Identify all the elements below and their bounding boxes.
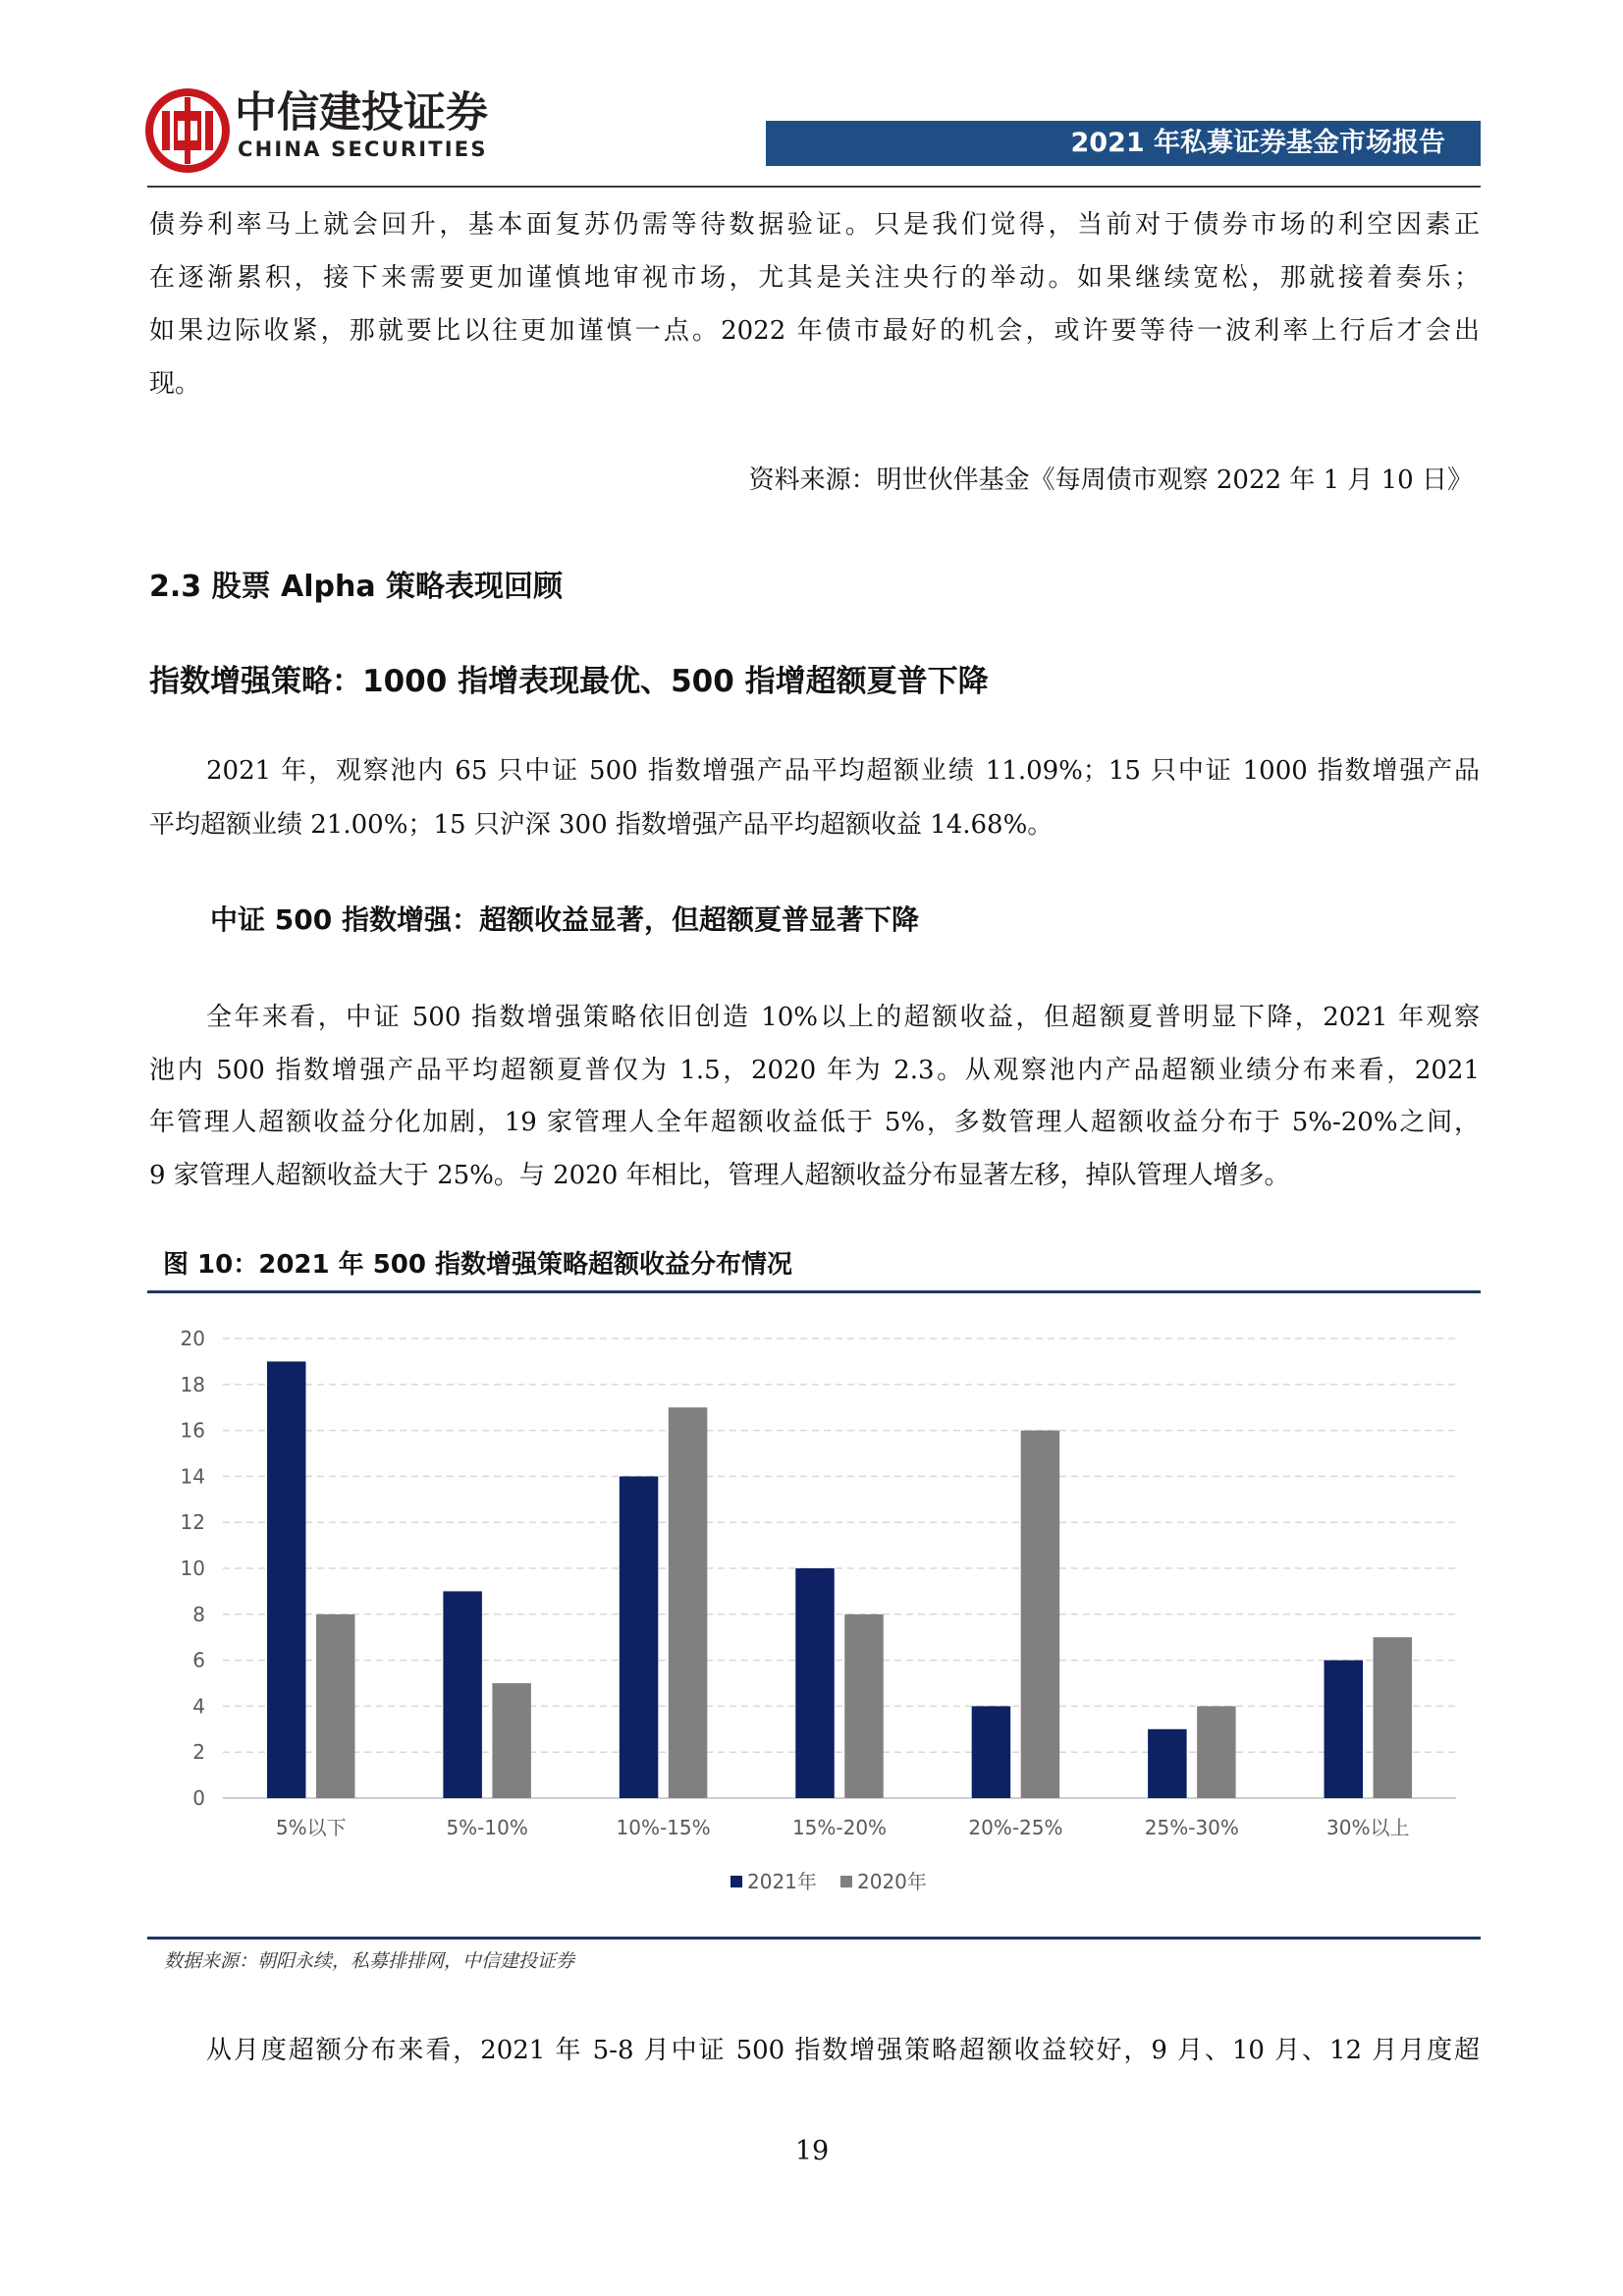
y-tick-label: 18 <box>180 1372 205 1396</box>
bar-2020年-20%-25% <box>1021 1431 1060 1798</box>
y-tick-label: 6 <box>192 1648 205 1672</box>
bar-2021年-20%-25% <box>972 1706 1011 1798</box>
bar-2021年-15%-20% <box>795 1568 835 1798</box>
paragraph-line: 平均超额业绩 21.00%；15 只沪深 300 指数增强产品平均超额收益 14.68%。 <box>149 810 1054 840</box>
bar-2020年-15%-20% <box>844 1614 884 1798</box>
paragraph-line: 如果边际收紧，那就要比以往更加谨慎一点。2022 年债市最好的机会，或许要等待一波利率上行后才会出 <box>149 316 1480 346</box>
x-tick-label: 10%-15% <box>616 1816 711 1839</box>
bar-2021年-5%-10% <box>443 1591 482 1798</box>
y-tick-label: 20 <box>180 1327 205 1350</box>
x-tick-label: 5%-10% <box>446 1816 528 1839</box>
bar-2021年-5%以下 <box>267 1361 306 1798</box>
bar-2020年-25%-30% <box>1197 1706 1236 1798</box>
brand-name-cn: 中信建投证券 <box>235 88 488 137</box>
y-tick-label: 8 <box>192 1602 205 1626</box>
bar-2020年-5%以下 <box>316 1614 355 1798</box>
x-tick-label: 25%-30% <box>1144 1816 1239 1839</box>
bar-2021年-30%以上 <box>1325 1661 1364 1798</box>
x-tick-label: 15%-20% <box>791 1816 888 1839</box>
y-tick-label: 16 <box>180 1418 205 1443</box>
bar-2020年-30%以上 <box>1374 1637 1413 1798</box>
y-tick-label: 0 <box>192 1786 205 1810</box>
paragraph-line: 债券利率马上就会回升，基本面复苏仍需等待数据验证。只是我们觉得，当前对于债券市场的利空因素正 <box>149 210 1480 240</box>
legend-label: 2020年 <box>857 1870 927 1893</box>
x-tick-label: 30%以上 <box>1326 1816 1410 1839</box>
figure-top-rule <box>147 1290 1481 1293</box>
legend-label: 2021年 <box>747 1870 817 1893</box>
y-tick-label: 12 <box>180 1510 205 1535</box>
subsection-heading: 指数增强策略：1000 指增表现最优、500 指增超额夏普下降 <box>149 664 989 699</box>
y-tick-label: 2 <box>192 1740 205 1765</box>
x-tick-label: 5%以下 <box>275 1816 347 1839</box>
y-tick-label: 4 <box>192 1694 205 1719</box>
figure-source: 数据来源：朝阳永续，私募排排网，中信建投证券 <box>164 1950 575 1972</box>
paragraph-line: 9 家管理人超额收益大于 25%。与 2020 年相比，管理人超额收益分布显著左移，掉队管理人增多。 <box>149 1161 1290 1190</box>
citic-logo-icon <box>144 87 231 174</box>
bar-2020年-10%-15% <box>669 1407 708 1798</box>
paragraph-line: 从月度超额分布来看，2021 年 5-8 月中证 500 指数增强策略超额收益较好，9 月、10 月、12 月月度超 <box>206 2036 1480 2065</box>
paragraph-line: 年管理人超额收益分化加剧，19 家管理人全年超额收益低于 5%，多数管理人超额收益分布于 5%-20%之间， <box>149 1108 1480 1137</box>
csi500-heading: 中证 500 指数增强：超额收益显著，但超额夏普显著下降 <box>210 903 919 936</box>
bar-2021年-10%-15% <box>620 1476 659 1798</box>
figure-bottom-rule <box>147 1937 1481 1940</box>
y-tick-label: 14 <box>180 1464 205 1489</box>
page-number: 19 <box>794 2136 830 2166</box>
paragraph-line: 全年来看，中证 500 指数增强策略依旧创造 10%以上的超额收益，但超额夏普明显下降，2021 年观察 <box>206 1003 1480 1032</box>
y-tick-label: 10 <box>180 1557 205 1580</box>
x-tick-label: 20%-25% <box>968 1816 1063 1839</box>
bar-2020年-5%-10% <box>492 1683 530 1798</box>
quote-source: 资料来源：明世伙伴基金《每周债市观察 2022 年 1 月 10 日》 <box>748 465 1473 495</box>
legend-marker <box>840 1876 852 1887</box>
report-title-banner <box>766 121 1481 166</box>
bar-2021年-25%-30% <box>1148 1729 1187 1798</box>
paragraph-line: 池内 500 指数增强产品平均超额夏普仅为 1.5，2020 年为 2.3。从观察池内产品超额业绩分布来看，2021 <box>149 1056 1480 1085</box>
figure-title: 图 10：2021 年 500 指数增强策略超额收益分布情况 <box>163 1250 793 1280</box>
brand-name-en: CHINA SECURITIES <box>238 137 488 161</box>
section-heading: 2.3 股票 Alpha 策略表现回顾 <box>149 570 564 604</box>
report-title: 2021 年私募证券基金市场报告 <box>1070 128 1445 158</box>
paragraph-line: 在逐渐累积，接下来需要更加谨慎地审视市场，尤其是关注央行的举动。如果继续宽松，那就接着奏乐； <box>149 263 1480 293</box>
header-divider <box>147 186 1481 188</box>
paragraph-line: 现。 <box>149 369 201 399</box>
bar-chart <box>147 1296 1481 1925</box>
paragraph-line: 2021 年，观察池内 65 只中证 500 指数增强产品平均超额业绩 11.09%；15 只中证 1000 指数增强产品 <box>206 756 1480 786</box>
legend-marker <box>730 1876 742 1887</box>
